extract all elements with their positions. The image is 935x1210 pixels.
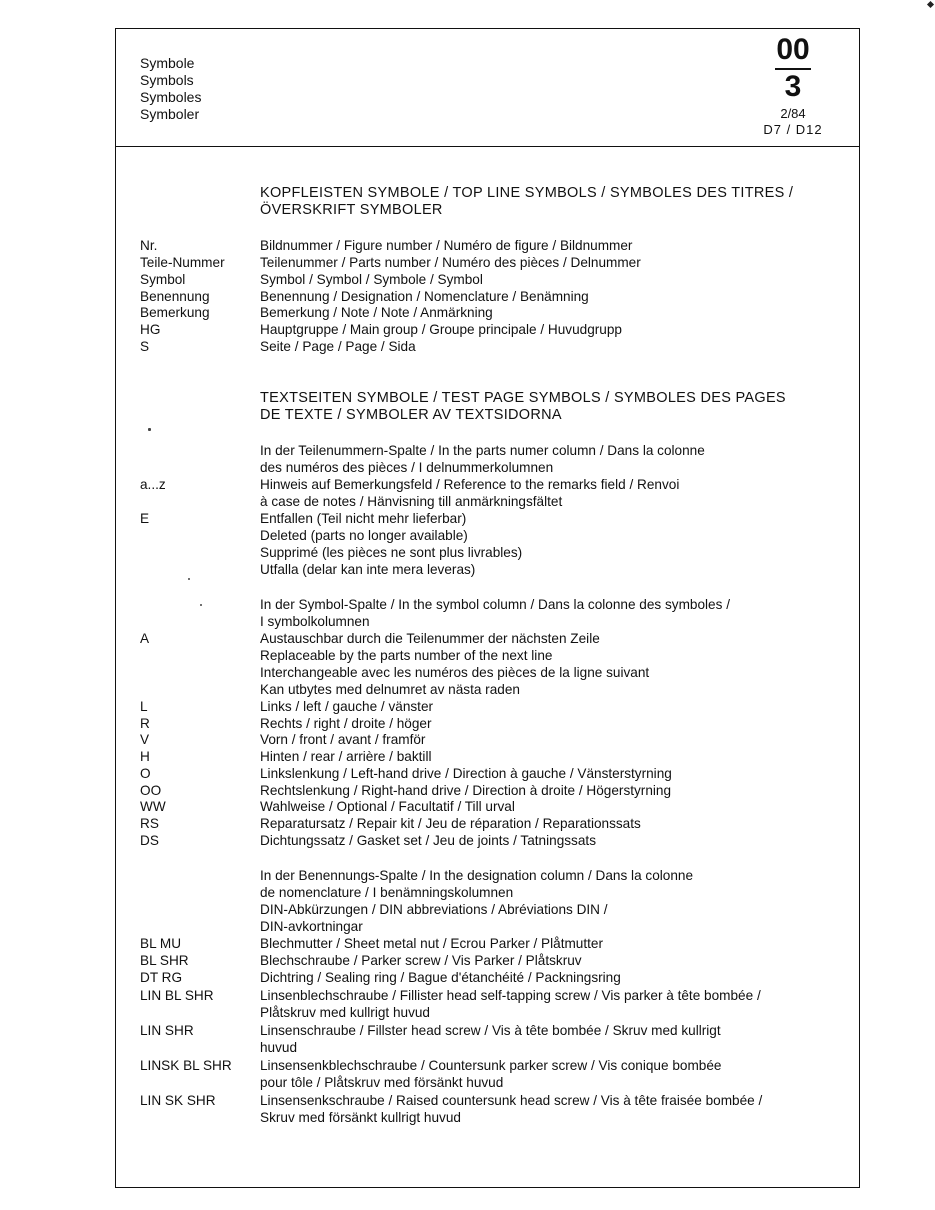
symbol-description: Dichtungssatz / Gasket set / Jeu de joints / Tatningssats <box>260 833 596 848</box>
symbol-description: Seite / Page / Page / Sida <box>260 339 416 354</box>
symbol-code: S <box>140 339 150 354</box>
symbol-code: BL MU <box>140 936 182 951</box>
symbol-description: Rechtslenkung / Right-hand drive / Direction à droite / Högerstyrning <box>260 783 672 798</box>
symbol-code: V <box>140 732 150 747</box>
header-divider <box>116 146 859 147</box>
symbol-description: Reparatursatz / Repair kit / Jeu de réparation / Reparationssats <box>260 816 641 831</box>
symbol-description: Benennung / Designation / Nomenclature / Benämning <box>260 289 589 304</box>
title-de: Symbole <box>140 55 195 71</box>
page-date: 2/84 <box>780 106 806 121</box>
symbol-description: Rechts / right / droite / höger <box>260 716 432 731</box>
symbol-code: WW <box>140 799 166 814</box>
scan-speck <box>200 604 202 606</box>
symbol-code: Nr. <box>140 238 158 253</box>
symbol-description: Bildnummer / Figure number / Numéro de figure / Bildnummer <box>260 238 633 253</box>
symbol-code: OO <box>140 783 162 798</box>
symbol-description: Linsenschraube / Fillster head screw / Vis à tête bombée / Skruv med kullrigt huvud <box>260 1023 721 1055</box>
symbol-description: Blechschraube / Parker screw / Vis Parker / Plåtskruv <box>260 953 582 968</box>
symbol-description: Linsenblechschraube / Fillister head self-tapping screw / Vis parker à tête bombée / Plåtskruv med kullrigt huvud <box>260 988 761 1020</box>
symbol-code: HG <box>140 322 161 337</box>
symbol-code: O <box>140 766 151 781</box>
section-heading-text-pages: TEXTSEITEN SYMBOLE / TEST PAGE SYMBOLS / SYMBOLES DES PAGES DE TEXTE / SYMBOLER AV TEXTSIDORNA <box>260 390 786 423</box>
symbol-code: BL SHR <box>140 953 189 968</box>
page-number-box <box>753 33 833 138</box>
symbol-code: LINSK BL SHR <box>140 1058 232 1073</box>
title-fr: Symboles <box>140 89 202 105</box>
symbol-description: Bemerkung / Note / Note / Anmärkning <box>260 305 493 320</box>
symbol-code: DS <box>140 833 159 848</box>
symbol-description: Teilenummer / Parts number / Numéro des pièces / Delnummer <box>260 255 641 270</box>
symbol-code: LIN SHR <box>140 1023 194 1038</box>
page-titles <box>140 55 201 123</box>
symbol-description: Vorn / front / avant / framför <box>260 732 426 747</box>
symbol-code: Teile-Nummer <box>140 255 225 270</box>
title-en: Symbols <box>140 72 194 88</box>
page-number: 3 <box>784 70 802 103</box>
symbol-description: Dichtring / Sealing ring / Bague d'étanchéité / Packningsring <box>260 970 621 985</box>
symbol-description: Blechmutter / Sheet metal nut / Ecrou Parker / Plåtmutter <box>260 936 604 951</box>
symbol-description: Hauptgruppe / Main group / Groupe principale / Huvudgrupp <box>260 322 622 337</box>
symbol-code: H <box>140 749 150 764</box>
symbol-description: Entfallen (Teil nicht mehr lieferbar) Deleted (parts no longer available) Supprimé (les pièces ne sont plus livrables) Utfalla (delar kan inte mera leveras) <box>260 511 523 577</box>
symbol-code: LIN SK SHR <box>140 1093 216 1108</box>
symbol-code: Bemerkung <box>140 305 210 320</box>
section-number: 00 <box>776 33 810 66</box>
symbol-description: Wahlweise / Optional / Facultatif / Till urval <box>260 799 515 814</box>
symbol-code: DT RG <box>140 970 183 985</box>
symbol-code: LIN BL SHR <box>140 988 214 1003</box>
page-model: D7 / D12 <box>763 122 823 137</box>
symbol-code: L <box>140 699 148 714</box>
symbol-description: Linsensenkblechschraube / Countersunk parker screw / Vis conique bombée pour tôle / Plåtskruv med försänkt huvud <box>260 1058 722 1090</box>
symbol-code: a...z <box>140 477 166 492</box>
symbol-code: RS <box>140 816 159 831</box>
symbol-code: E <box>140 511 150 526</box>
scan-speck <box>148 428 151 431</box>
symbol-code: Symbol <box>140 272 186 287</box>
section-heading-top-line: KOPFLEISTEN SYMBOLE / TOP LINE SYMBOLS / SYMBOLES DES TITRES / ÖVERSKRIFT SYMBOLER <box>260 185 794 218</box>
corner-mark <box>927 1 934 8</box>
symbol-code: A <box>140 631 150 646</box>
symbol-code: Benennung <box>140 289 210 304</box>
scan-speck <box>188 578 190 580</box>
symbol-description: Symbol / Symbol / Symbole / Symbol <box>260 272 483 287</box>
symbol-description: Linkslenkung / Left-hand drive / Direction à gauche / Vänsterstyrning <box>260 766 672 781</box>
symbol-description: Linsensenkschraube / Raised countersunk head screw / Vis à tête fraisée bombée / Skruv med försänkt kullrigt huvud <box>260 1093 763 1125</box>
symbol-description: Austauschbar durch die Teilenummer der nächsten Zeile Replaceable by the parts number of the next line Interchangeable avec les numéros des pièces de la ligne suivant Kan utbytes med delnumret av nästa raden <box>260 631 650 697</box>
symbol-code: R <box>140 716 150 731</box>
symbol-description: Hinten / rear / arrière / baktill <box>260 749 432 764</box>
symbol-description: Hinweis auf Bemerkungsfeld / Reference to the remarks field / Renvoi à case de notes / Hänvisning till anmärkningsfältet <box>260 477 680 509</box>
title-sv: Symboler <box>140 106 200 122</box>
symbol-description: Links / left / gauche / vänster <box>260 699 434 714</box>
